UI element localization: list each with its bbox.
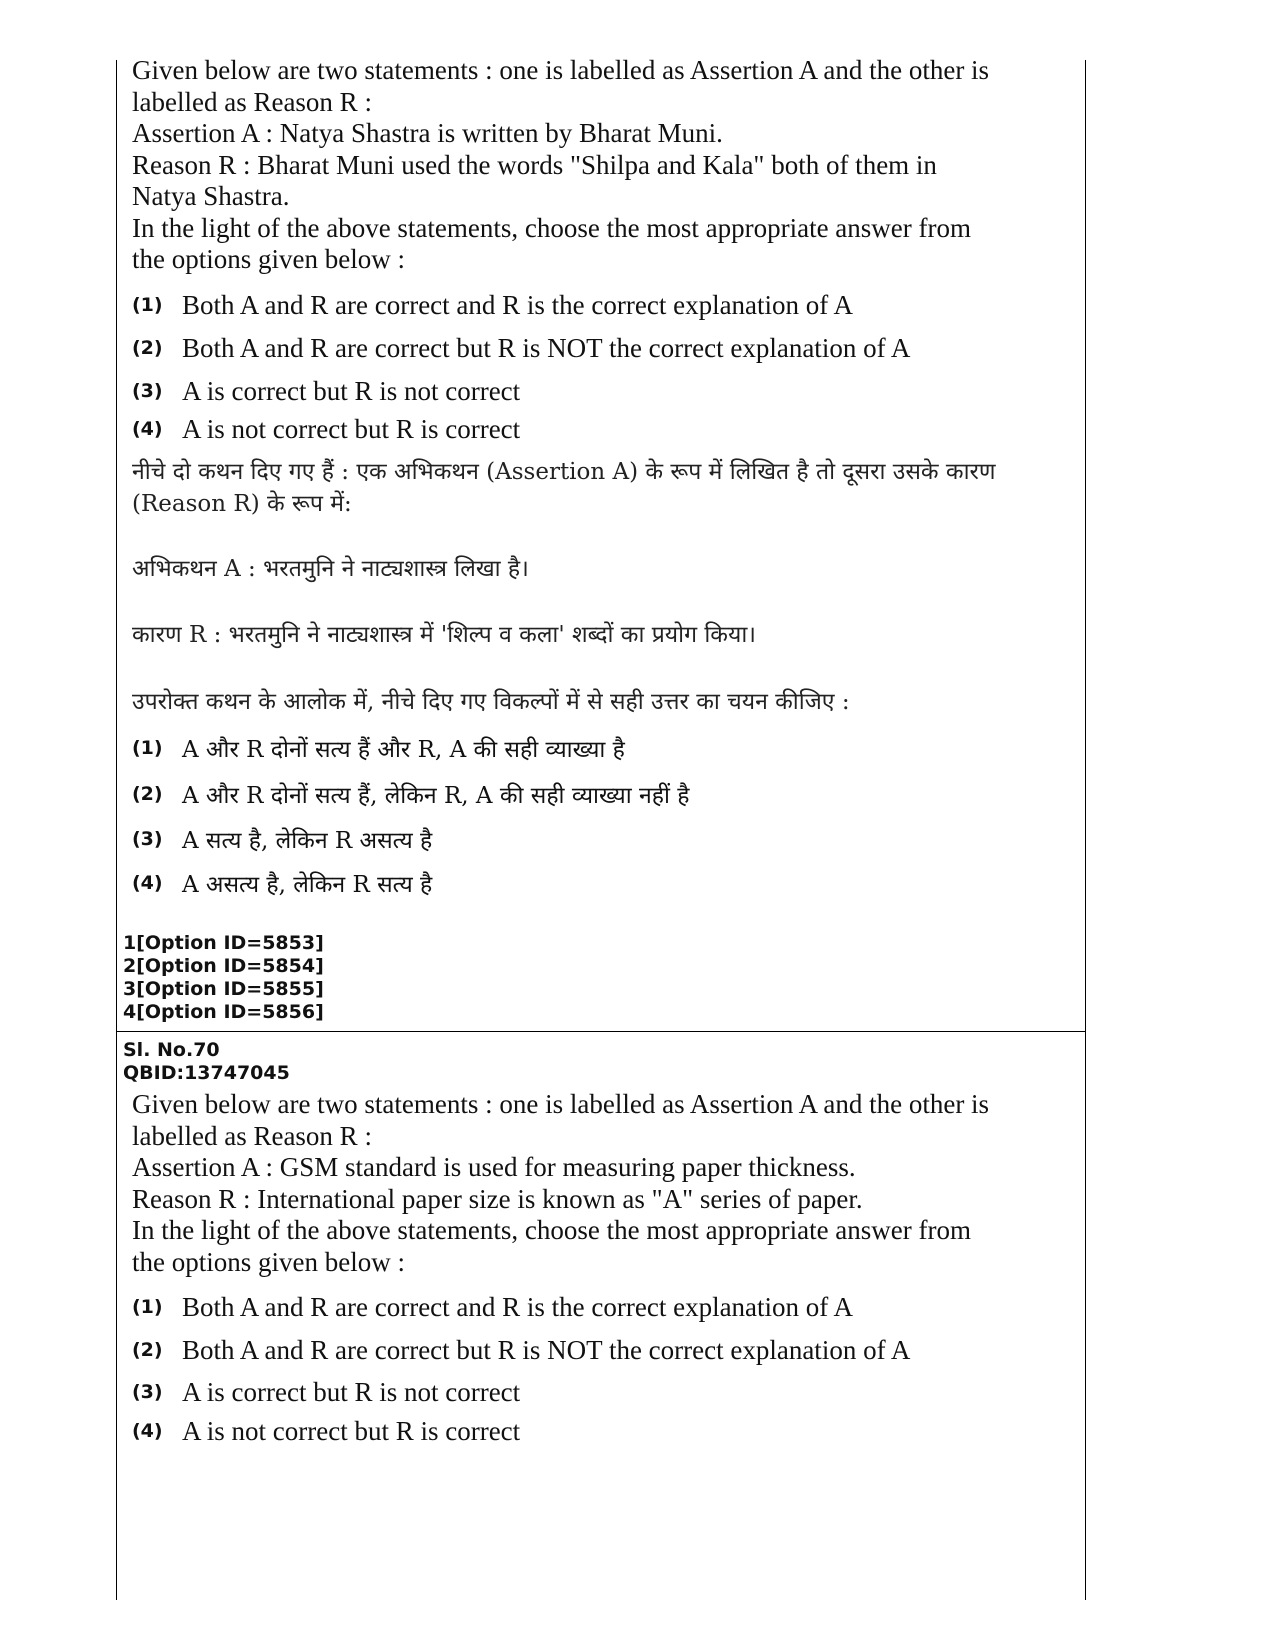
option-number: (3) xyxy=(132,828,163,850)
hindi-stem-line: नीचे दो कथन दिए गए हैं : एक अभिकथन (Assertion A) के रूप में लिखित है तो दूसरा उसके कारण xyxy=(132,459,996,485)
hindi-assertion-text: अभिकथन A : भरतमुनि ने नाट्यशास्त्र लिखा है। xyxy=(132,556,529,582)
option-text: Both A and R are correct but R is NOT the correct explanation of A xyxy=(182,332,911,363)
option-number: (2) xyxy=(132,1339,163,1361)
option-id: 1[Option ID=5853] xyxy=(123,932,324,954)
q69-assertion: Assertion A : Natya Shastra is written by Bharat Muni. xyxy=(132,118,723,148)
q70-instruction: In the light of the above statements, choose the most appropriate answer from xyxy=(132,1215,972,1245)
q70-header xyxy=(123,1039,290,1085)
q69-hindi-instruction xyxy=(132,686,1072,718)
q70-reason: Reason R : International paper size is known as "A" series of paper. xyxy=(132,1183,863,1214)
hindi-stem-line: (Reason R) के रूप में: xyxy=(132,491,352,517)
option-number: (4) xyxy=(132,418,163,440)
option-number: (3) xyxy=(132,1381,163,1403)
option-text: A सत्य है, लेकिन R असत्य है xyxy=(182,828,433,854)
q70-stem xyxy=(132,1089,1072,1278)
option-text: Both A and R are correct but R is NOT the correct explanation of A xyxy=(182,1334,911,1365)
q70-option-1[interactable] xyxy=(132,1290,1072,1324)
serial-number: Sl. No.70 xyxy=(123,1039,220,1061)
q69-option-2[interactable] xyxy=(132,331,1072,365)
q70-stem-line: Given below are two statements : one is labelled as Assertion A and the other is xyxy=(132,1089,990,1119)
option-number: (1) xyxy=(132,294,163,316)
q69-hindi-reason xyxy=(132,619,1072,651)
option-text: Both A and R are correct and R is the correct explanation of A xyxy=(182,1291,854,1322)
q70-option-4[interactable] xyxy=(132,1414,1072,1448)
option-number: (2) xyxy=(132,783,163,805)
q69-stem xyxy=(132,55,1072,276)
option-text: Both A and R are correct and R is the correct explanation of A xyxy=(182,289,854,320)
hindi-reason-text: कारण R : भरतमुनि ने नाट्यशास्त्र में 'शिल्प व कला' शब्दों का प्रयोग किया। xyxy=(132,622,756,648)
option-text: A असत्य है, लेकिन R सत्य है xyxy=(182,872,433,898)
option-number: (1) xyxy=(132,1296,163,1318)
q69-option-1[interactable] xyxy=(132,288,1072,322)
q70-stem-line: labelled as Reason R : xyxy=(132,1120,372,1151)
q69-hindi-option-3[interactable] xyxy=(132,822,1072,856)
left-border xyxy=(116,60,117,1600)
right-border xyxy=(1085,60,1086,1600)
q69-stem-line: Given below are two statements : one is labelled as Assertion A and the other is xyxy=(132,55,990,85)
q69-option-ids xyxy=(123,932,324,1024)
q69-hindi-option-2[interactable] xyxy=(132,777,1072,811)
option-text: A is not correct but R is correct xyxy=(182,413,521,444)
option-number: (4) xyxy=(132,1420,163,1442)
q69-hindi-option-4[interactable] xyxy=(132,866,1072,900)
q69-stem-line: labelled as Reason R : xyxy=(132,86,372,117)
q70-instruction-cont: the options given below : xyxy=(132,1246,405,1277)
option-number: (4) xyxy=(132,872,163,894)
option-number: (3) xyxy=(132,380,163,402)
q69-hindi-assertion xyxy=(132,553,1072,585)
q69-option-4[interactable] xyxy=(132,412,1072,446)
q70-assertion: Assertion A : GSM standard is used for measuring paper thickness. xyxy=(132,1152,856,1182)
qbid: QBID:13747045 xyxy=(123,1062,290,1084)
option-number: (2) xyxy=(132,337,163,359)
option-text: A और R दोनों सत्य हैं और R, A की सही व्याख्या है xyxy=(182,737,625,763)
q69-option-3[interactable] xyxy=(132,374,1072,408)
q70-option-2[interactable] xyxy=(132,1333,1072,1367)
option-number: (1) xyxy=(132,737,163,759)
option-id: 3[Option ID=5855] xyxy=(123,978,324,1000)
question-divider xyxy=(116,1031,1086,1032)
q69-reason: Reason R : Bharat Muni used the words "Shilpa and Kala" both of them in xyxy=(132,149,937,180)
q70-option-3[interactable] xyxy=(132,1375,1072,1409)
q69-hindi-option-1[interactable] xyxy=(132,731,1072,765)
q69-instruction-cont: the options given below : xyxy=(132,244,405,274)
option-id: 2[Option ID=5854] xyxy=(123,955,324,977)
q69-hindi-stem-intro xyxy=(132,456,1072,520)
option-text: A is correct but R is not correct xyxy=(182,375,521,406)
q69-reason-cont: Natya Shastra. xyxy=(132,181,290,211)
option-text: A और R दोनों सत्य हैं, लेकिन R, A की सही व्याख्या नहीं है xyxy=(182,783,690,809)
option-text: A is correct but R is not correct xyxy=(182,1376,521,1407)
hindi-instruction-text: उपरोक्त कथन के आलोक में, नीचे दिए गए विकल्पों में से सही उत्तर का चयन कीजिए : xyxy=(132,689,850,715)
option-text: A is not correct but R is correct xyxy=(182,1415,521,1446)
option-id: 4[Option ID=5856] xyxy=(123,1001,324,1023)
q69-instruction: In the light of the above statements, choose the most appropriate answer from xyxy=(132,212,972,243)
